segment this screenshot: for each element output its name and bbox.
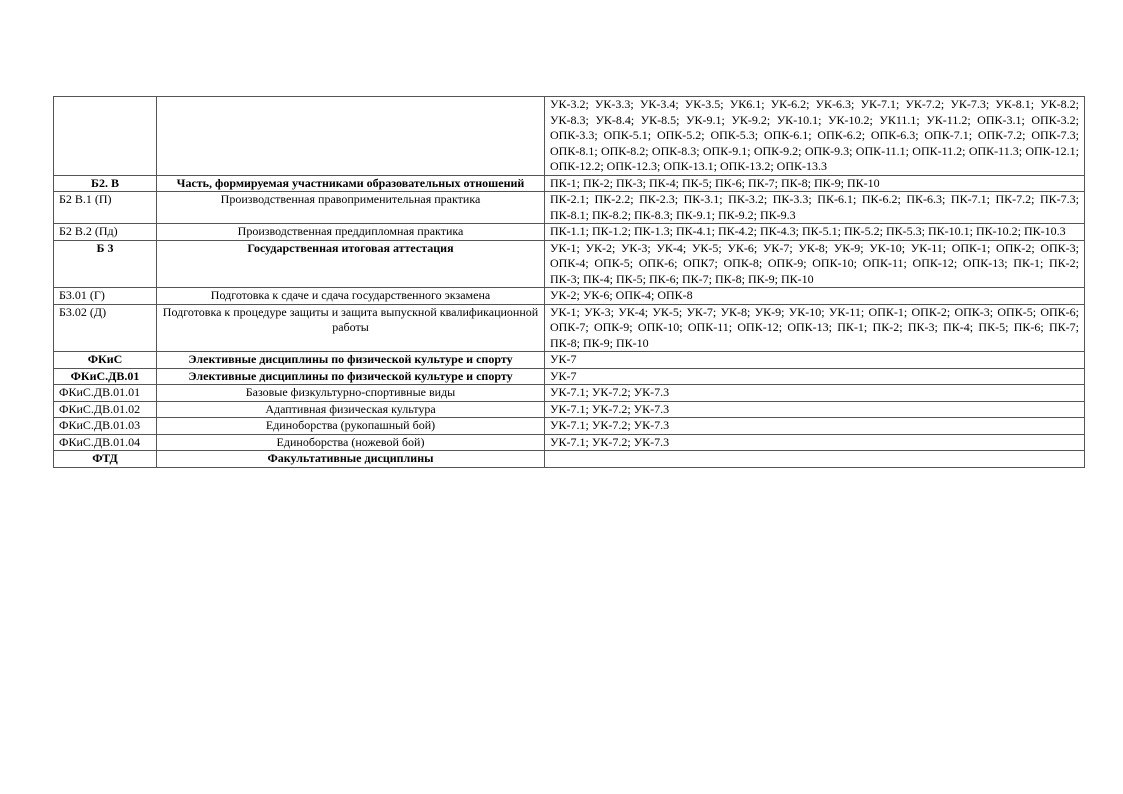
competency-codes: УК-7 xyxy=(545,352,1085,369)
table-row xyxy=(54,192,1085,224)
table-row xyxy=(54,224,1085,241)
table-row xyxy=(54,97,1085,176)
discipline-code xyxy=(54,97,157,176)
discipline-code: Б2 В.2 (Пд) xyxy=(54,224,157,241)
competency-codes: УК-7.1; УК-7.2; УК-7.3 xyxy=(545,401,1085,418)
competency-codes: ПК-1; ПК-2; ПК-3; ПК-4; ПК-5; ПК-6; ПК-7; ПК-8; ПК-9; ПК-10 xyxy=(545,175,1085,192)
competency-codes: УК-1; УК-2; УК-3; УК-4; УК-5; УК-6; УК-7; УК-8; УК-9; УК-10; УК-11; ОПК-1; ОПК-2; ОПК-3; ОПК-4; ОПК-5; ОПК-6; ОПК7; ОПК-8; ОПК-9; ОПК-10; ОПК-11; ОПК-12; ОПК-13; ПК-1; ПК-2; ПК-3; ПК-4; ПК-5; ПК-6; ПК-7; ПК-8; ПК-9; ПК-10 xyxy=(545,240,1085,288)
discipline-name: Производственная преддипломная практика xyxy=(157,224,545,241)
discipline-name: Подготовка к сдаче и сдача государственного экзамена xyxy=(157,288,545,305)
table-body xyxy=(54,97,1085,468)
competency-codes: УК-3.2; УК-3.3; УК-3.4; УК-3.5; УК6.1; УК-6.2; УК-6.3; УК-7.1; УК-7.2; УК-7.3; УК-8.1; УК-8.2; УК-8.3; УК-8.4; УК-8.5; УК-9.1; УК-9.2; УК-10.1; УК-10.2; УК11.1; УК-11.2; ОПК-3.1; ОПК-3.2; ОПК-3.3; ОПК-5.1; ОПК-5.2; ОПК-5.3; ОПК-6.1; ОПК-6.2; ОПК-6.3; ОПК-7.1; ОПК-7.2; ОПК-7.3; ОПК-8.1; ОПК-8.2; ОПК-8.3; ОПК-9.1; ОПК-9.2; ОПК-9.3; ОПК-11.1; ОПК-11.2; ОПК-11.3; ОПК-12.1; ОПК-12.2; ОПК-12.3; ОПК-13.1; ОПК-13.2; ОПК-13.3 xyxy=(545,97,1085,176)
table-row xyxy=(54,288,1085,305)
table-row xyxy=(54,352,1085,369)
discipline-name: Государственная итоговая аттестация xyxy=(157,240,545,288)
competency-table xyxy=(53,96,1085,468)
discipline-code: Б2 В.1 (П) xyxy=(54,192,157,224)
discipline-code: ФТД xyxy=(54,451,157,468)
competency-codes: УК-7.1; УК-7.2; УК-7.3 xyxy=(545,385,1085,402)
discipline-name: Подготовка к процедуре защиты и защита выпускной квалификационной работы xyxy=(157,304,545,352)
table-row xyxy=(54,418,1085,435)
discipline-name: Адаптивная физическая культура xyxy=(157,401,545,418)
table-row xyxy=(54,401,1085,418)
discipline-code: ФКиС xyxy=(54,352,157,369)
discipline-name: Факультативные дисциплины xyxy=(157,451,545,468)
table-row xyxy=(54,385,1085,402)
discipline-name: Часть, формируемая участниками образовательных отношений xyxy=(157,175,545,192)
table-row xyxy=(54,240,1085,288)
discipline-code: ФКиС.ДВ.01.03 xyxy=(54,418,157,435)
table-row xyxy=(54,434,1085,451)
table-row xyxy=(54,368,1085,385)
discipline-code: ФКиС.ДВ.01.01 xyxy=(54,385,157,402)
discipline-name: Элективные дисциплины по физической культуре и спорту xyxy=(157,352,545,369)
table-row xyxy=(54,451,1085,468)
competency-codes: ПК-2.1; ПК-2.2; ПК-2.3; ПК-3.1; ПК-3.2; ПК-3.3; ПК-6.1; ПК-6.2; ПК-6.3; ПК-7.1; ПК-7.2; ПК-7.3; ПК-8.1; ПК-8.2; ПК-8.3; ПК-9.1; ПК-9.2; ПК-9.3 xyxy=(545,192,1085,224)
competency-codes: УК-7.1; УК-7.2; УК-7.3 xyxy=(545,418,1085,435)
competency-codes: УК-1; УК-3; УК-4; УК-5; УК-7; УК-8; УК-9; УК-10; УК-11; ОПК-1; ОПК-2; ОПК-3; ОПК-5; ОПК-6; ОПК-7; ОПК-9; ОПК-10; ОПК-11; ОПК-12; ОПК-13; ПК-1; ПК-2; ПК-3; ПК-4; ПК-5; ПК-6; ПК-7; ПК-8; ПК-9; ПК-10 xyxy=(545,304,1085,352)
competency-codes xyxy=(545,451,1085,468)
table-row xyxy=(54,304,1085,352)
discipline-code: Б2. В xyxy=(54,175,157,192)
discipline-code: ФКиС.ДВ.01.04 xyxy=(54,434,157,451)
discipline-code: ФКиС.ДВ.01.02 xyxy=(54,401,157,418)
discipline-name: Единоборства (рукопашный бой) xyxy=(157,418,545,435)
competency-codes: ПК-1.1; ПК-1.2; ПК-1.3; ПК-4.1; ПК-4.2; ПК-4.3; ПК-5.1; ПК-5.2; ПК-5.3; ПК-10.1; ПК-10.2; ПК-10.3 xyxy=(545,224,1085,241)
discipline-code: ФКиС.ДВ.01 xyxy=(54,368,157,385)
discipline-code: Б3.02 (Д) xyxy=(54,304,157,352)
discipline-code: Б 3 xyxy=(54,240,157,288)
discipline-name xyxy=(157,97,545,176)
table-row xyxy=(54,175,1085,192)
discipline-name: Производственная правоприменительная практика xyxy=(157,192,545,224)
competency-codes: УК-7.1; УК-7.2; УК-7.3 xyxy=(545,434,1085,451)
competency-codes: УК-2; УК-6; ОПК-4; ОПК-8 xyxy=(545,288,1085,305)
discipline-name: Базовые физкультурно-спортивные виды xyxy=(157,385,545,402)
discipline-code: Б3.01 (Г) xyxy=(54,288,157,305)
discipline-name: Элективные дисциплины по физической культуре и спорту xyxy=(157,368,545,385)
competency-codes: УК-7 xyxy=(545,368,1085,385)
discipline-name: Единоборства (ножевой бой) xyxy=(157,434,545,451)
